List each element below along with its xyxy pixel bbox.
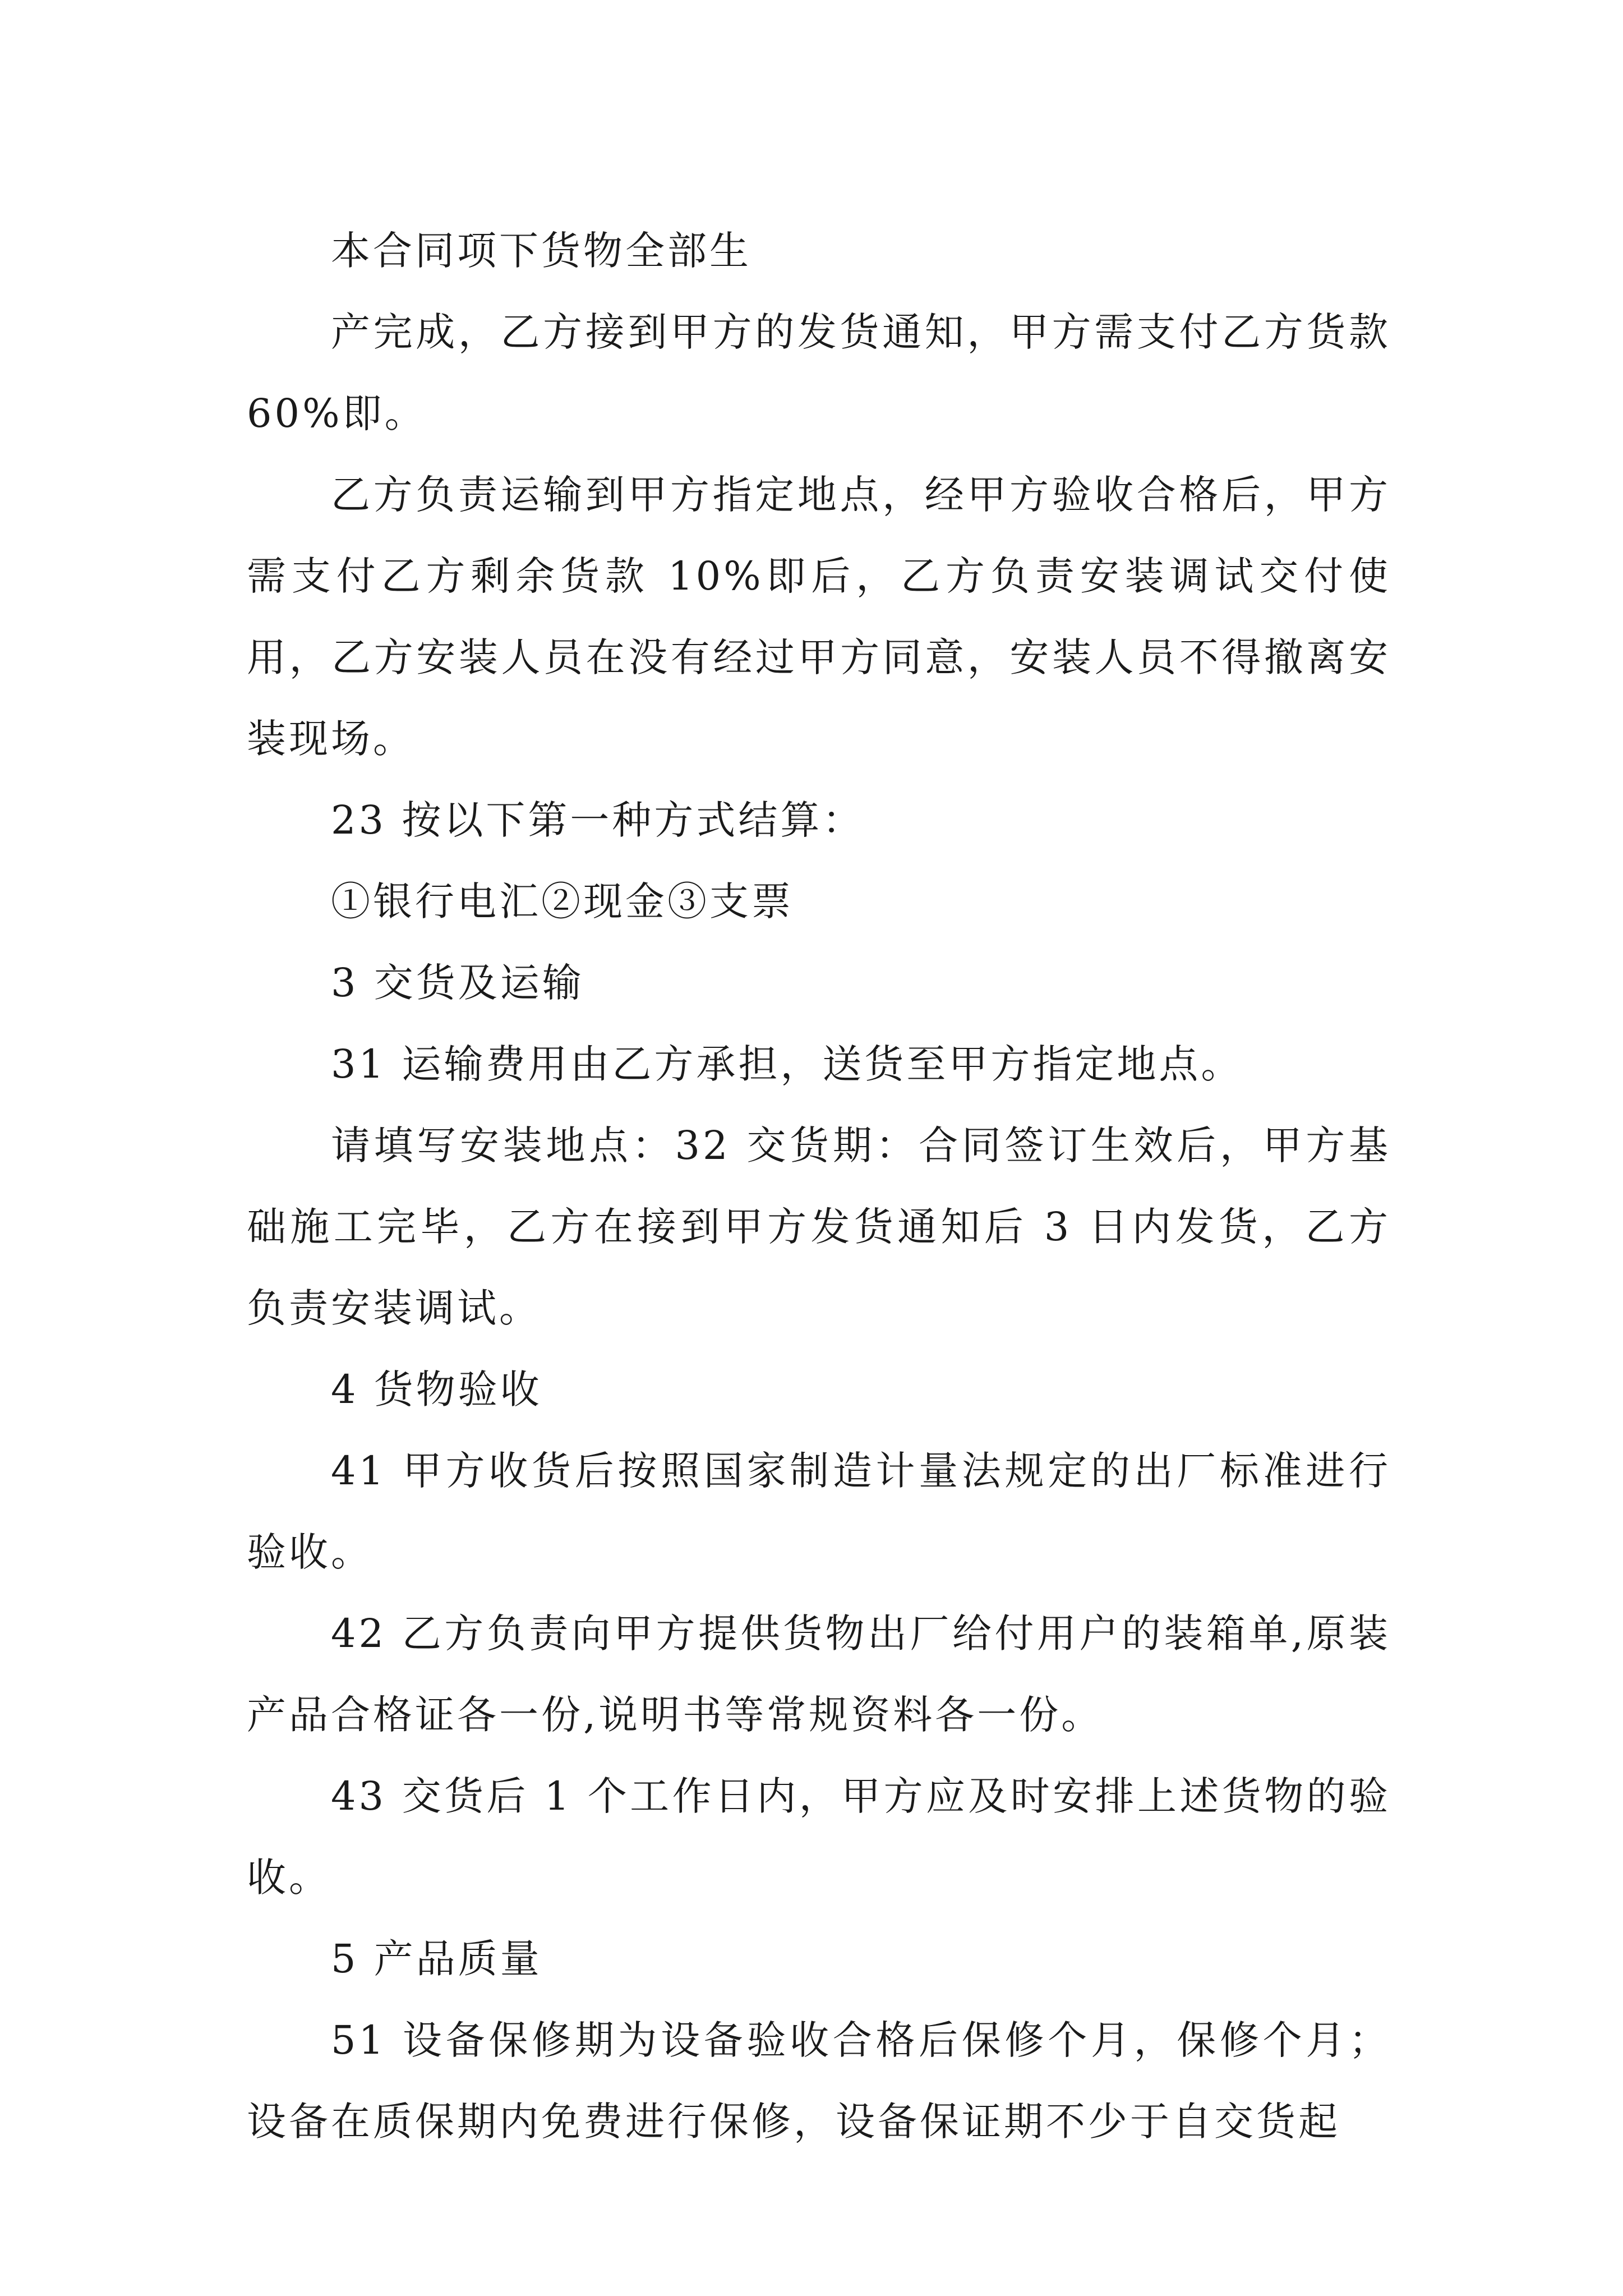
paragraph-14: 51 设备保修期为设备验收合格后保修个月，保修个月；设备在质保期内免费进行保修，设备保证期不少于自交货起 <box>247 2017 1391 2145</box>
paragraph-10: 41 甲方收货后按照国家制造计量法规定的出厂标准进行验收。 <box>247 1448 1391 1575</box>
paragraph-4: 23 按以下第一种方式结算： <box>331 797 865 843</box>
document-body <box>247 210 1391 2162</box>
paragraph-12: 43 交货后 1 个工作日内，甲方应及时安排上述货物的验收。 <box>247 1773 1391 1901</box>
section-heading-5: 5 产品质量 <box>331 1936 542 1982</box>
paragraph-1: 本合同项下货物全部生 <box>331 228 751 274</box>
paragraph-11: 42 乙方负责向甲方提供货物出厂给付用户的装箱单,原装产品合格证各一份,说明书等常规资料各一份。 <box>247 1611 1391 1738</box>
section-heading-3: 3 交货及运输 <box>331 960 584 1006</box>
paragraph-8: 请填写安装地点：32 交货期：合同签订生效后，甲方基础施工完毕，乙方在接到甲方发货通知后 3 日内发货，乙方负责安装调试。 <box>247 1122 1391 1331</box>
paragraph-3: 乙方负责运输到甲方指定地点，经甲方验收合格后，甲方需支付乙方剩余货款 10%即后，乙方负责安装调试交付使用，乙方安装人员在没有经过甲方同意，安装人员不得撤离安装现场。 <box>247 472 1391 762</box>
paragraph-2: 产完成，乙方接到甲方的发货通知，甲方需支付乙方货款 60%即。 <box>247 309 1391 436</box>
section-heading-4: 4 货物验收 <box>331 1366 542 1412</box>
paragraph-5: ①银行电汇②现金③支票 <box>331 878 794 924</box>
paragraph-7: 31 运输费用由乙方承担，送货至甲方指定地点。 <box>331 1041 1243 1087</box>
